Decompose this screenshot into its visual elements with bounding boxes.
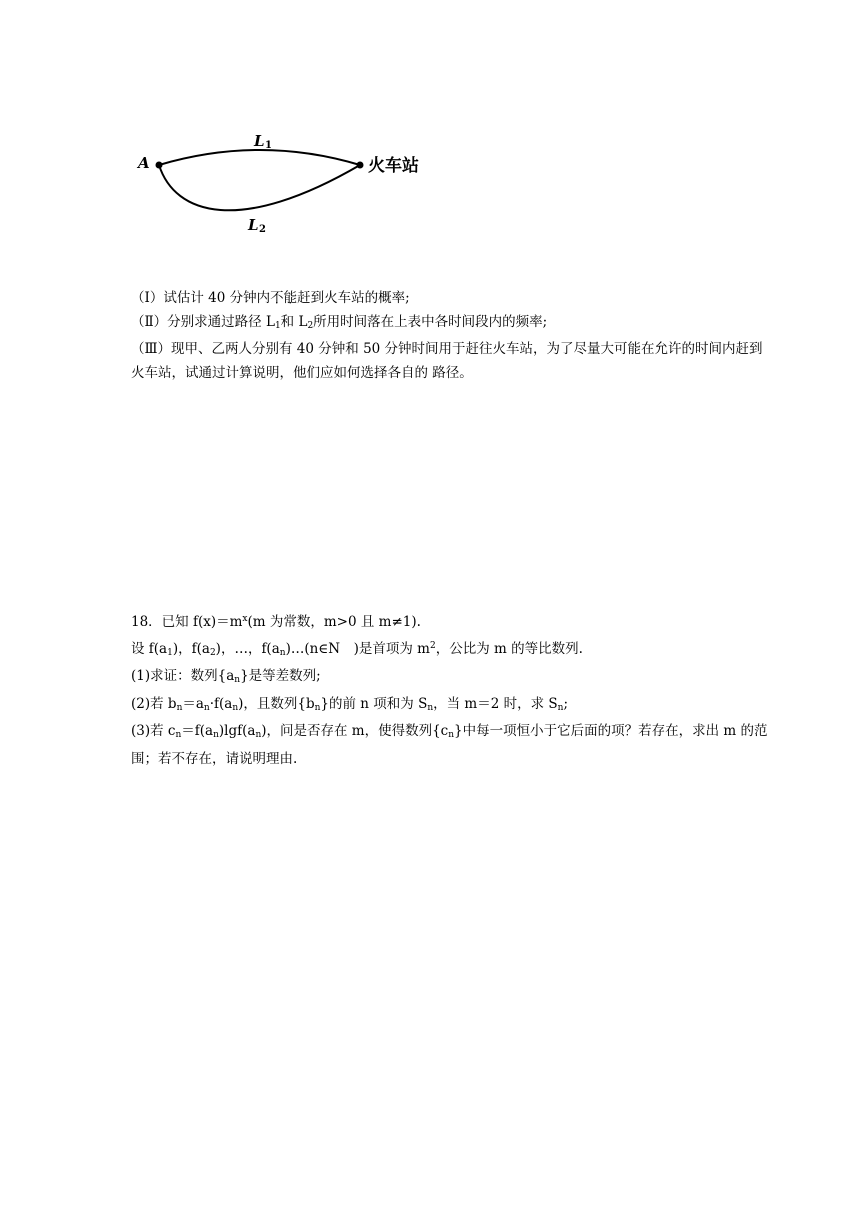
q18-stem: 18．已知 $f(x)=m^x(m$ 为常数，m>0 且 m≠1). (131, 614, 421, 630)
route-l2-curve (159, 165, 360, 210)
station-dot (357, 162, 364, 169)
route-l2-sub: 2 (259, 224, 266, 235)
route-l2-label: L (248, 216, 259, 234)
point-a-label: A (138, 154, 150, 172)
part-1: （Ⅰ）试估计 40 分钟内不能赶到火车站的概率; (131, 290, 410, 306)
route-l1-sub: 1 (265, 140, 272, 151)
route-diagram (130, 120, 450, 240)
point-a-dot (156, 162, 163, 169)
part-2: （Ⅱ）分别求通过路径 $L_1$和 $L_2$所用时间落在上表中各时间段内的频率; (131, 313, 548, 331)
part-3: （Ⅲ）现甲、乙两人分别有 40 分钟和 50 分钟时间用于赶往火车站，为了尽量大可能在允许的时间内赶到火车站，试通过计算说明，他们应如何选择各自的 路径。 (131, 341, 763, 381)
question-18 (131, 608, 771, 771)
emphasis-char-2: 能 (283, 290, 298, 306)
route-l1-curve (159, 150, 360, 165)
q18-part-3: (3)若 $c_n=f(a_n)\lg f(a_n)$，问是否存在 m，使得数列$\{c_n\}$中每一项恒小于它后面的项？若存在，求出 m 的范围；若不存在，请说明理由. (131, 723, 768, 767)
q18-part-2: (2)若 $b_n=a_n\cdot f(a_n)$，且数列$\{b_n\}$的前 n 项和为 $S_n$，当 m＝2 时，求 $S_n$; (131, 695, 568, 713)
q18-part-1: (1)求证：数列$\{a_n\}$是等差数列; (131, 668, 321, 685)
question-parts (131, 287, 771, 385)
q18-sequence: 设 $f(a_1)$，$f(a_2)$，…，$f(a_n)\dots(n\in N$ )是首项为 $m^2$，公比为 m 的等比数列. (131, 640, 583, 658)
emphasis-char-1: 不 (270, 290, 284, 306)
station-label: 火车站 (368, 156, 419, 176)
route-l1-label: L (254, 132, 265, 150)
